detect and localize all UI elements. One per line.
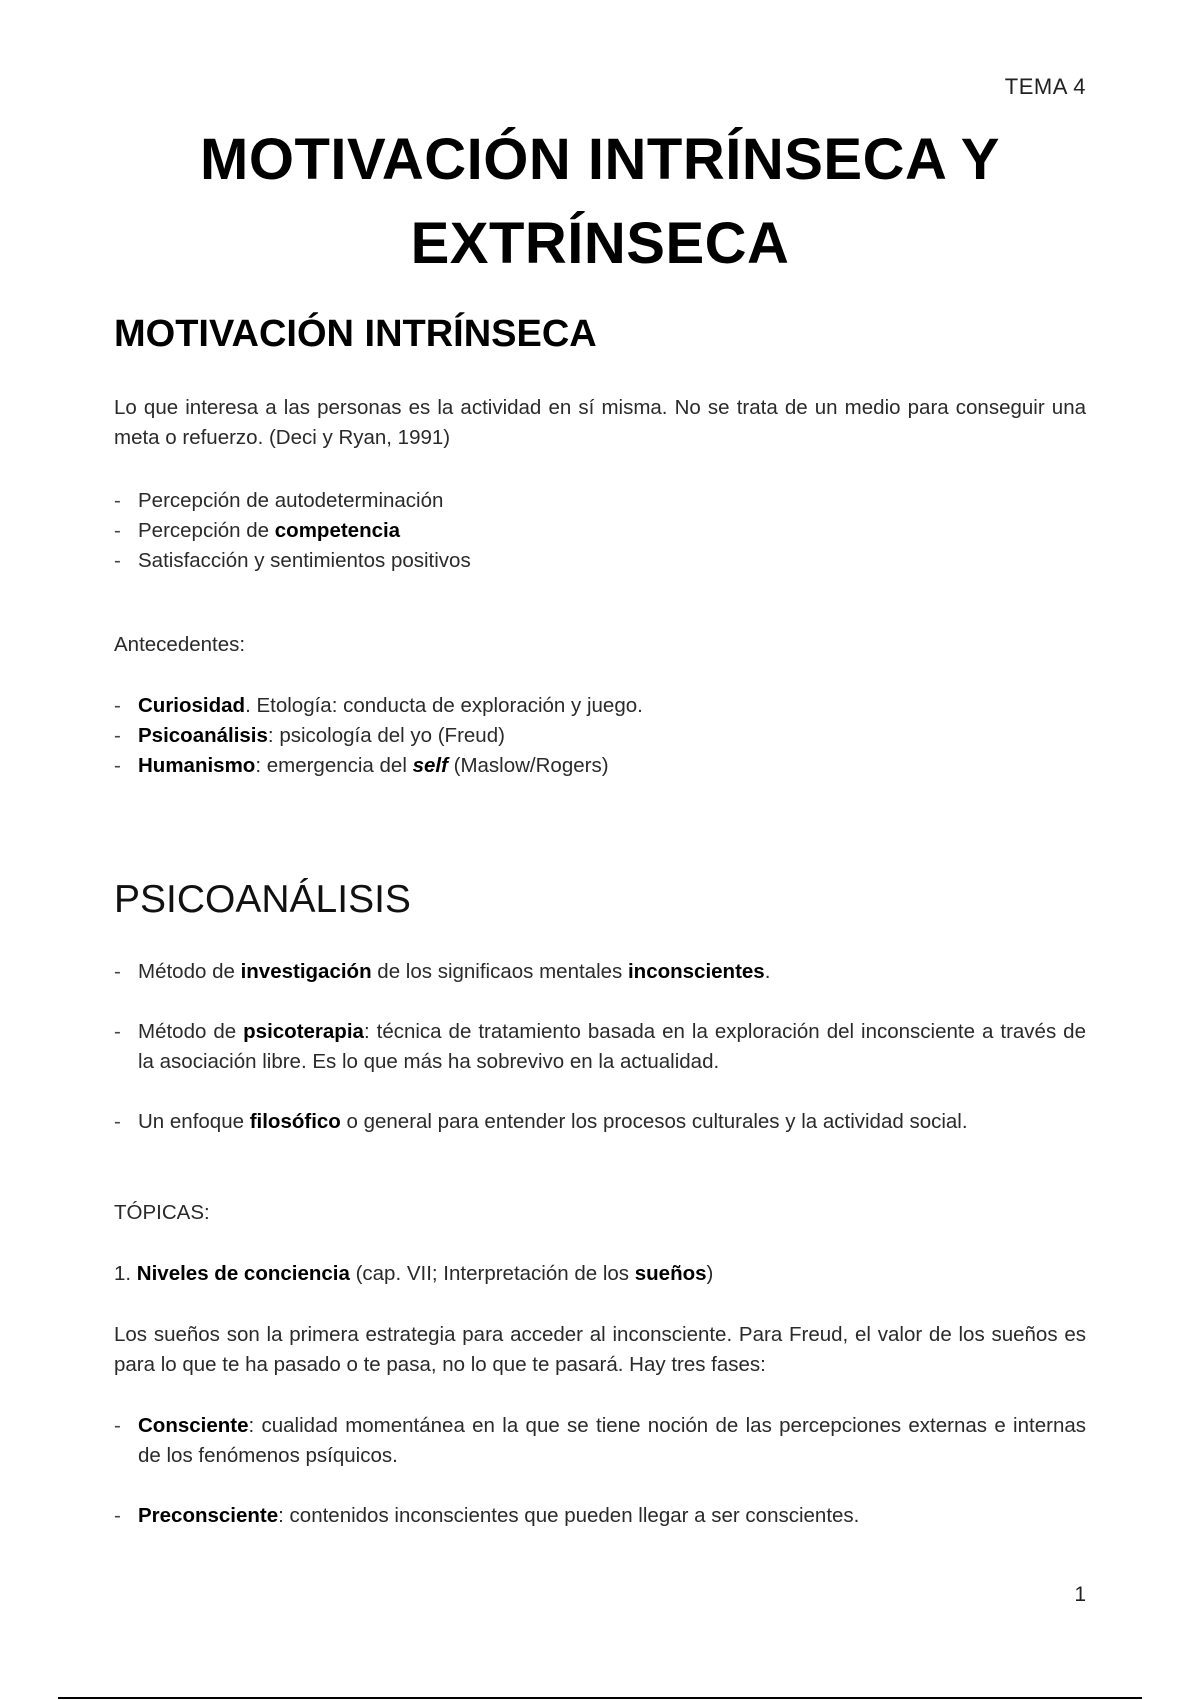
list-item: - Humanismo: emergencia del self (Maslow/Rogers) (114, 751, 1086, 781)
list-item: - Método de psicoterapia: técnica de tratamiento basada en la exploración del inconsciente a través de la asociación libre. Es lo que más ha sobrevivo en la actualidad. (114, 1017, 1086, 1077)
dash-bullet: - (114, 694, 121, 717)
dash-bullet: - (114, 1414, 121, 1437)
heading-motivacion-intrinseca: MOTIVACIÓN INTRÍNSECA (114, 313, 597, 355)
page-number: 1 (1074, 1583, 1086, 1606)
dash-bullet: - (114, 1110, 121, 1133)
dash-bullet: - (114, 960, 121, 983)
dash-bullet: - (114, 754, 121, 777)
page-bottom-divider (58, 1697, 1142, 1699)
antecedentes-label: Antecedentes: (114, 633, 246, 656)
dash-bullet: - (114, 1020, 121, 1043)
fases-list (114, 1411, 1086, 1561)
list-item: - Consciente: cualidad momentánea en la que se tiene noción de las percepciones externas e internas de los fenómenos psíquicos. (114, 1411, 1086, 1471)
list-item: - Percepción de autodeterminación (114, 486, 1086, 516)
list-item: - Curiosidad. Etología: conducta de exploración y juego. (114, 691, 1086, 721)
dash-bullet: - (114, 519, 121, 542)
percepcion-list (114, 486, 1086, 576)
antecedentes-list (114, 691, 1086, 781)
list-item: - Un enfoque filosófico o general para entender los procesos culturales y la actividad social. (114, 1107, 1086, 1137)
heading-psicoanalisis: PSICOANÁLISIS (114, 878, 411, 921)
list-item: - Psicoanálisis: psicología del yo (Freud) (114, 721, 1086, 751)
list-item: - Percepción de competencia (114, 516, 1086, 546)
suenos-paragraph: Los sueños son la primera estrategia para acceder al inconsciente. Para Freud, el valor de los sueños es para lo que te ha pasado o te pasa, no lo que te pasará. Hay tres fases: (114, 1323, 1086, 1376)
tema-label: TEMA 4 (1004, 74, 1086, 99)
dash-bullet: - (114, 549, 121, 572)
intro-paragraph: Lo que interesa a las personas es la actividad en sí misma. No se trata de un medio para conseguir una meta o refuerzo. (Deci y Ryan, 1991) (114, 396, 1086, 449)
psicoanalisis-list (114, 957, 1086, 1167)
dash-bullet: - (114, 724, 121, 747)
list-item: - Preconsciente: contenidos inconscientes que pueden llegar a ser conscientes. (114, 1501, 1086, 1531)
document-title (114, 118, 1086, 286)
list-item: - Satisfacción y sentimientos positivos (114, 546, 1086, 576)
list-item: - Método de investigación de los significaos mentales inconscientes. (114, 957, 1086, 987)
title-line-2: EXTRÍNSECA (410, 211, 790, 276)
title-line-1: MOTIVACIÓN INTRÍNSECA Y (200, 127, 1000, 192)
dash-bullet: - (114, 489, 121, 512)
topicas-label: TÓPICAS: (114, 1201, 210, 1224)
dash-bullet: - (114, 1504, 121, 1527)
niveles-conciencia-line: 1. Niveles de conciencia (cap. VII; Interpretación de los sueños) (114, 1262, 714, 1285)
